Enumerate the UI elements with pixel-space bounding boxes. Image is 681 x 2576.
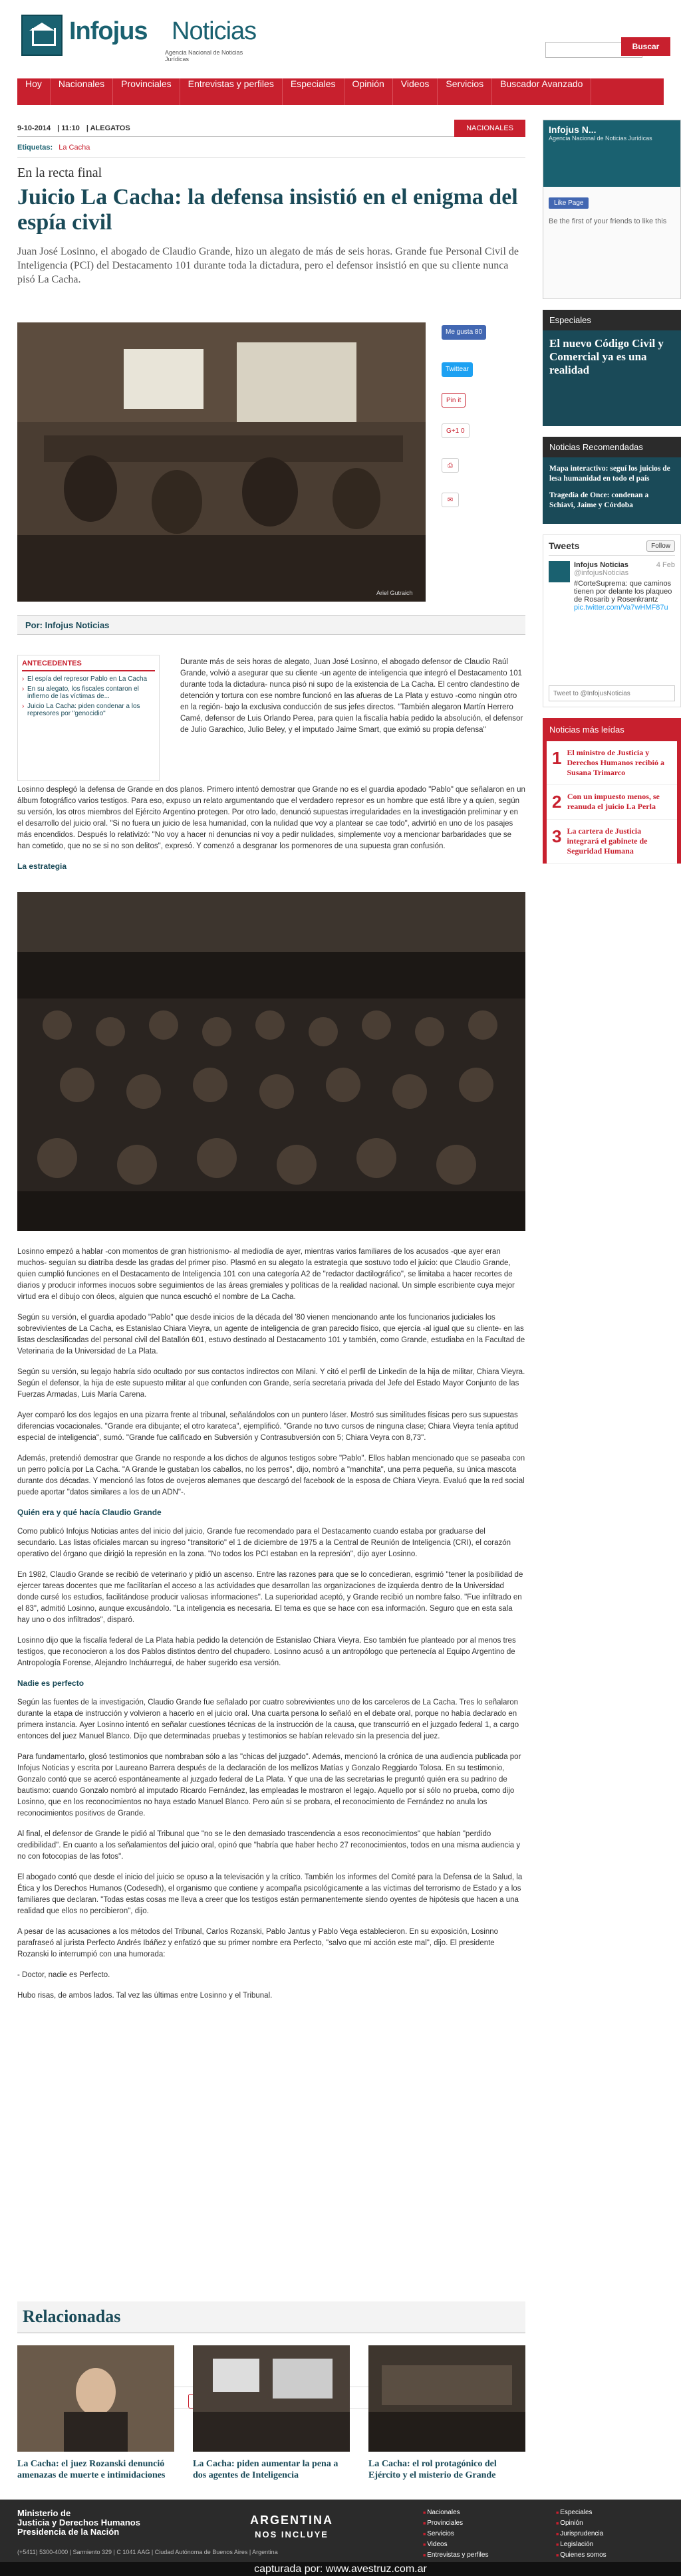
mas-leidas-title: Noticias más leídas (549, 725, 624, 735)
related-link[interactable]: › Juicio La Cacha: piden condenar a los represores por "genocidio" (22, 703, 155, 717)
related-title: La Cacha: el rol protagónico del Ejército y el misterio de Grande (368, 2459, 497, 2480)
footer-link[interactable]: ■ Legislación (556, 2539, 607, 2550)
email-icon[interactable]: ✉ (442, 493, 459, 507)
article-body-rest (17, 1246, 525, 2011)
gplus-button[interactable] (442, 423, 470, 438)
related-card[interactable] (193, 2345, 350, 2481)
tweet-handle: @infojusNoticias (574, 569, 629, 577)
paragraph: El abogado contó que desde el inicio del juicio se opuso a la televisación y la crítico. También los informes del Comité para la Defensa de la Salud, la Ética y los Derechos Humanos (Codesedh), el organismo que contiene y acompaña psicológicamente a las víctimas del terrorismo de Estado y a los familiares que declaran. "Todas estas cosas me lleva a creer que los testigos están permanentemente siendo oyentes de hipótesis que hacen a una realidad que ellos no percibieron", dijo. (17, 1873, 523, 1915)
twitter-follow-button[interactable]: Follow (646, 540, 675, 552)
facebook-widget (543, 120, 681, 299)
paragraph: Al final, el defensor de Grande le pidió al Tribunal que "no se le den demasiado trascendencia a esos reconocimientos" que habían "perdido credibilidad". En cuanto a los señalamientos del juicio oral, opinó que "habría que haber hecho 27 reconocimientos, todos en una misma audiencia y no con fotocopias de las fotos". (17, 1830, 521, 1861)
footer-link[interactable]: ■ Especiales (556, 2508, 607, 2518)
recomendada-link[interactable]: Mapa interactivo: seguí los juicios de lesa humanidad en todo el país (549, 465, 670, 483)
nav-entrevistas[interactable]: Entrevistas y perfiles (180, 78, 283, 105)
fb-like-label: Me gusta (446, 328, 474, 336)
footer-link[interactable]: ■ Quienes somos (556, 2550, 607, 2561)
paragraph: Como publicó Infojus Noticias antes del inicio del juicio, Grande fue recomendado para el Destacamento cuando estaba por graduarse del secundario. Las listas oficiales marcan su ingreso "transitorio" el 1 de diciembre de 1975 a la Central de Reunión de Inteligencia (CRI), el corazón operativo del órgano que dirigió la represión en la zona. "No todos los PCI estaban en la represión", dijo ayer Losinno. (17, 1528, 511, 1558)
main-nav (17, 78, 664, 105)
paragraph: Losinno dijo que la fiscalía federal de La Plata había pedido la detención de Estanislao Chiara Vieyra. Eso también fue planteado por al menos tres testigos, que reconocieron a los dos Pablos distintos dentro del chupadero. Losinno acusó a un antropólogo que pertenecía al Equipo Argentino de Antropología Forense, Alejandro Incháurregui, de haber sugerido esa versión. (17, 1637, 516, 1667)
article-photo (17, 322, 426, 602)
subheading: La estrategia (17, 862, 67, 871)
logo-subtitle: Agencia Nacional de Noticias Jurídicas (165, 49, 243, 62)
nav-hoy[interactable]: Hoy (17, 78, 51, 105)
related-grid (17, 2345, 525, 2481)
pinterest-button[interactable]: Pin it (442, 393, 466, 408)
argentina-logo (250, 2513, 333, 2542)
article-kicker: En la recta final (17, 166, 102, 180)
especiales-header: Especiales (543, 310, 681, 330)
tweet-user[interactable]: Infojus Noticias (574, 561, 628, 569)
courtroom-image (17, 322, 426, 602)
article-time: 11:10 (61, 124, 80, 132)
ministry-logo[interactable] (17, 2509, 140, 2537)
related-image (17, 2345, 174, 2452)
mas-leida-title: Con un impuesto menos, se reanuda el juicio La Perla (567, 792, 660, 811)
logo-accent: Noticias (172, 17, 257, 45)
paragraph: En 1982, Claudio Grande se recibió de veterinario y pidió un ascenso. Entre las razones para que se lo concedieran, esgrimió "tener la posibilidad de ejercer tareas docentes que me facilitarían el acceso a las actividades que desarrollan las organizaciones de izquierda dentro de la Universidad donde cursé los estudios, facilitándose producir valiosas informaciones". La superioridad aceptó, y Grande recibió un nombre falso. "Fue infiltrado en el 83", admitió Losinno, aunque excusándolo. "La inteligencia es necesaria. El tema es que se hace con esa información. Seguro que en esta sala hay uno o dos infiltrados", disparó. (17, 1571, 523, 1624)
paragraph: A pesar de las acusaciones a los métodos del Tribunal, Carlos Rozanski, Pablo Jantus y Pablo Vega establecieron. En su exposición, Losinno parafraseó al jurista Perfecto Andrés Ibáñez y enfatizó que su primer nombre era Perfecto, "salvo que mi acción este mal", dijo. El presidente Rozanski lo interrumpió con una humorada: (17, 1928, 499, 1958)
footer-link[interactable]: ■ Opinión (556, 2518, 607, 2529)
related-image (193, 2345, 350, 2452)
subheading: Nadie es perfecto (17, 1679, 84, 1688)
paragraph: Según su versión, su legajo habría sido ocultado por sus contactos indirectos con Milani. Y citó el perfil de Linkedin de la hija de militar, Chiara Vieyra. Según el defensor, la hija de este supuesto militar al que confunden con Grande, sería secretaria privada del Jefe del Estado Mayor Conjunto de las Fuerzas Armadas, Luis María Carena. (17, 1368, 525, 1399)
footer-link[interactable]: ■ Videos (423, 2539, 488, 2550)
related-card[interactable] (368, 2345, 525, 2481)
gplus-label: G+1 (446, 427, 460, 435)
recomendadas-list (543, 457, 681, 524)
paragraph: Según las fuentes de la investigación, Claudio Grande fue señalado por cuatro sobrevivientes uno de los carceleros de La Cacha. Tres lo señalaron durante la etapa de instrucción y volvieron a hacerlo en el juicio oral. Una cuarta persona lo señaló en el debate oral, porque no había declarado en primera instancia. Ayer Losinno intentó en señalar cuestiones técnicas de la instrucción de la causa, que transcurrió en el juzgado federal 1, a cargo entonces del juez Manuel Blanco. Dijo que determinadas pruebas y testimonios se habían relevado sin la presencia del juez. (17, 1698, 519, 1740)
related-title: La Cacha: el juez Rozanski denunció amenazas de muerte e intimidaciones (17, 2459, 166, 2480)
article-section: ALEGATOS (90, 124, 130, 132)
ministry-line: Presidencia de la Nación (17, 2527, 120, 2537)
article (17, 120, 525, 2000)
related-link[interactable]: › En su alegato, los fiscales contaron el infierno de las víctimas de... (22, 685, 155, 700)
recomendadas-header: Noticias Recomendadas (543, 437, 681, 457)
paragraph: Durante más de seis horas de alegato, Juan José Losinno, el abogado defensor de Claudio Raúl Grande, volvió a asegurar que su cliente -un agente de inteligencia que integró el Destacamento 101 durante toda la dictadura- nunca pisó ni supo de la existencia de La Cacha. El centro clandestino de detención y tortura con ese nombre funcionó en las afueras de La Plata y estuvo -como ningún otro en la región- bajo la exclusiva conducción de sus jefes directos. "También alegaron Martín Herrero Camé, defensor de Luis Orlando Perea, para quien la fiscalía había pedido la absolución, el defensor de Julio Garachico, Julio Beley, y el imputado Jaime Smart, que eximió su propia defensa" (180, 658, 523, 734)
article-title: Juicio La Cacha: la defensa insistió en el enigma del espía civil (17, 185, 518, 235)
rank-number: 3 (552, 826, 562, 846)
rank-number: 1 (552, 748, 562, 768)
tweet (549, 561, 675, 612)
logo-text: Infojus (69, 17, 148, 45)
fb-like-button[interactable] (442, 325, 486, 340)
photo-credit: Ariel Gutraich (376, 590, 413, 596)
mas-leida-item[interactable] (547, 820, 677, 864)
share-buttons (442, 322, 525, 510)
section-badge[interactable]: NACIONALES (454, 120, 525, 137)
related-antecedentes (17, 655, 160, 781)
paragraph: Para fundamentarlo, glosó testimonios que nombraban sólo a las "chicas del juzgado". Además, mencionó la crónica de una audiencia publicada por Infojus Noticias y escrita por Laureano Barrera después de la declaración de los mellizos Matías y Gonzalo Reggiardo Tolosa. En su testimonio, Gonzalo contó que se acercó espontáneamente al juzgado federal de La Plata. Y que una de las secretarias le preguntó quién era su padrino de bautismo: cuando Gonzalo nombró al imputado Ricardo Fernández, las empleadas le mostraron el legajo. Aquello por sí sólo no prueba, como dijo Losinno, que en los reconocimientos no haya estado Manuel Blanco. Pero aún si se probara, el reconocimiento de Fernández no anula los reconocimientos positivos de Grande. (17, 1753, 521, 1817)
related-link[interactable]: › El espía del represor Pablo en La Cacha (22, 675, 155, 683)
related-image (368, 2345, 525, 2452)
fb-like-page-button[interactable]: Like Page (549, 197, 589, 209)
fb-page-title: Infojus N... (549, 124, 597, 135)
byline: Por: Infojus Noticias (17, 615, 525, 635)
especial-card[interactable] (543, 330, 681, 426)
mas-leida-item[interactable] (547, 741, 677, 785)
audience-image (17, 892, 525, 1231)
nav-especiales[interactable]: Especiales (283, 78, 344, 105)
tweet-text: #CorteSuprema: que caminos tienen por delante los plaqueo de Rosarib y Rosenkrantz (574, 580, 672, 604)
paragraph: Losinno empezó a hablar -con momentos de gran histrionismo- al mediodía de ayer, mientras varios familiares de los acusados -que ayer eran muchos- seguían su diatriba desde las gradas del primer piso. Plasmó en su alegato la estrategia que sostuvo todo el juicio: que Claudio Grande, quien cumplió funciones en el Destacamento de Inteligencia 101 con una categoría A2 de "redactor dactilográfico", se limitaba a hacer recortes de diarios y producir informes inocuos sobre seguimientos de las áreas gremiales y políticas de la realidad nacional. Un simple escribiente cuya mejor virtud era el dibujo con óleos, alguien que nunca escuchó el nombre de La Cacha. (17, 1248, 515, 1301)
paragraph: Losinno desplegó la defensa de Grande en dos planos. Primero intentó demostrar que Grande no es el guardia apodado "Pablo" que señalaron en un álbum fotográfico varios testigos. Para eso, expuso un relato argumentando que el verdadero represor es un hombre que está libre y a quien, según su versión, los otros miembros del Ejército Argentino protegen. Por otro lado, denunció supuestas irregularidades en la investigación preliminar y en el desarrollo del juicio oral. "Si no fuera un juicio de lesa humanidad, con la nulidad que voy a plantear se cae todo", advirtió en uno de los pasajes más encendidos. Después lo relativizó: "No voy a hacer ni denuncias ni voy a pedir nulidades, simplemente voy a mencionar barbaridades que se han cometido, que no se si no son delitos", expresó. Y comenzó a desgranar los pormenores de una supuesta gran confusión. (17, 786, 525, 850)
fb-page-header[interactable] (543, 120, 680, 187)
search-button[interactable]: Buscar (621, 37, 670, 56)
recomendada-link[interactable]: Tragedia de Once: condenan a Schiavi, Jaime y Córdoba (549, 491, 649, 509)
mas-leidas (543, 718, 681, 864)
fb-widget-text: Be the first of your friends to like this (549, 217, 667, 225)
footer-address: (+5411) 5300-4000 | Sarmiento 329 | C 1041 AAG | Ciudad Autónoma de Buenos Aires | Argentina (17, 2549, 278, 2555)
fb-like-count: 80 (474, 328, 483, 336)
rank-number: 2 (552, 792, 562, 812)
article-lead: Juan José Losinno, el abogado de Claudio Grande, hizo un alegato de más de seis horas. Grande fue Personal Civil de Inteligencia (PCI) del Destacamento 101 durante toda la dictadura, pero el defensor insistió en que su cliente nunca pisó La Cacha. (17, 246, 519, 285)
logo-icon (21, 15, 63, 56)
fb-page-subtitle: Agencia Nacional de Noticias Jurídicas (549, 135, 652, 142)
mas-leida-item[interactable] (547, 785, 677, 820)
related-title: ANTECEDENTES (22, 659, 155, 671)
tags (17, 144, 525, 158)
argentina-line: NOS INCLUYE (255, 2529, 329, 2539)
subheading: Quién era y qué hacía Claudio Grande (17, 1508, 162, 1517)
site-header (17, 0, 664, 74)
footer-link[interactable]: ■ Jurisprudencia (556, 2529, 607, 2539)
tag-link[interactable]: La Cacha (59, 144, 90, 152)
nav-videos[interactable]: Videos (393, 78, 438, 105)
capture-credit: capturada por: www.avestruz.com.ar (0, 2562, 681, 2576)
sidebar (543, 120, 681, 868)
argentina-line: ARGENTINA (250, 2514, 333, 2527)
related-card[interactable] (17, 2345, 174, 2481)
article-meta: 9-10-2014 | 11:10 | ALEGATOS NACIONALES (17, 120, 525, 137)
tweets-title: Tweets (549, 540, 675, 556)
mas-leida-title: La cartera de Justicia integrará el gabinete de Seguridad Humana (567, 826, 648, 856)
related-heading: Relacionadas (17, 2301, 525, 2333)
print-icon[interactable]: ⎙ (442, 458, 459, 473)
tweet-link[interactable]: pic.twitter.com/Va7wHMF87u (574, 604, 668, 612)
footer-link[interactable]: ■ Nacionales (423, 2508, 488, 2518)
article-date: 9-10-2014 (17, 124, 51, 132)
nav-provinciales[interactable]: Provinciales (113, 78, 180, 105)
article-photo-2 (17, 892, 525, 1231)
site-logo[interactable] (21, 15, 267, 68)
ministry-line: Ministerio de (17, 2508, 71, 2518)
gplus-count: 0 (460, 427, 465, 435)
site-footer (0, 2500, 681, 2562)
paragraph: Hubo risas, de ambos lados. Tal vez las últimas entre Losinno y el Tribunal. (17, 1992, 273, 2000)
twitter-button[interactable]: Twittear (442, 362, 473, 377)
related-title: La Cacha: piden aumentar la pena a dos agentes de Inteligencia (193, 2459, 339, 2480)
paragraph: Según su versión, el guardia apodado "Pablo" que desde inicios de la década del '80 vienen mencionando ante los funcionarios judiciales los sobrevivientes de La Cacha, es Estanislao Chiara Vieyra, un agente de inteligencia de gran parecido físico, que ejercía -al igual que su cliente- en las listas desclasificadas del personal civil del Batallón 601, estuvo destinado al Destacamento 101 y también, como Grande, estudiaba en la Facultad de Veterinaria de la Universidad de La Plata. (17, 1314, 525, 1355)
footer-link[interactable]: ■ Entrevistas y perfiles (423, 2550, 488, 2561)
tweet-input[interactable] (549, 685, 675, 701)
tags-label: Etiquetas: (17, 144, 53, 152)
article-body (17, 784, 525, 880)
footer-link[interactable]: ■ Provinciales (423, 2518, 488, 2529)
article-body-intro (180, 657, 525, 745)
nav-nacionales[interactable]: Nacionales (51, 78, 113, 105)
nav-opinion[interactable]: Opinión (344, 78, 393, 105)
mas-leida-title: El ministro de Justicia y Derechos Humanos recibió a Susana Trimarco (567, 748, 665, 777)
ministry-line: Justicia y Derechos Humanos (17, 2517, 140, 2527)
footer-links-2 (556, 2508, 607, 2561)
paragraph: Ayer comparó los dos legajos en una pizarra frente al tribunal, señalándolos con un puntero láser. Mostró sus similitudes físicas pero sus supuestas diferencias vocacionales. "Grande era dibujante; el otro karateca", ejemplificó. "Grande no tuvo cursos de ninguna clase; Chiara Vieyra tenía aptitud especial de inteligencia", sumó. "Grande fue calificado en Subversión y Contrasubversión con 5; Chiara Veyra con 8,73". (17, 1411, 519, 1442)
nav-buscador[interactable]: Buscador Avanzado (492, 78, 591, 105)
especial-title: El nuevo Código Civil y Comercial ya es una realidad (549, 337, 664, 376)
tweet-date: 4 Feb (656, 561, 675, 569)
nav-servicios[interactable]: Servicios (438, 78, 492, 105)
related-section (17, 2301, 525, 2481)
paragraph: - Doctor, nadie es Perfecto. (17, 1971, 110, 1979)
twitter-widget (543, 534, 681, 707)
avatar (549, 561, 570, 582)
paragraph: Además, pretendió demostrar que Grande no responde a los dichos de algunos testigos sobre "Pablo". Ellos hablan mencionado que se paseaba con un perro policía por La Cacha. "A Grande le gustaban los caballos, no los perros", dijo, nombró a "manchita", una perra pequeña, su única mascota durante dos décadas. Y mencionó las fotos de ovejeros alemanes que descargó del facebook de la esposa de Chiara Vieyra. Evaluó que la red social puede aportar "datos similares a los de un ADN"-. (17, 1455, 525, 1496)
footer-link[interactable]: ■ Servicios (423, 2529, 488, 2539)
